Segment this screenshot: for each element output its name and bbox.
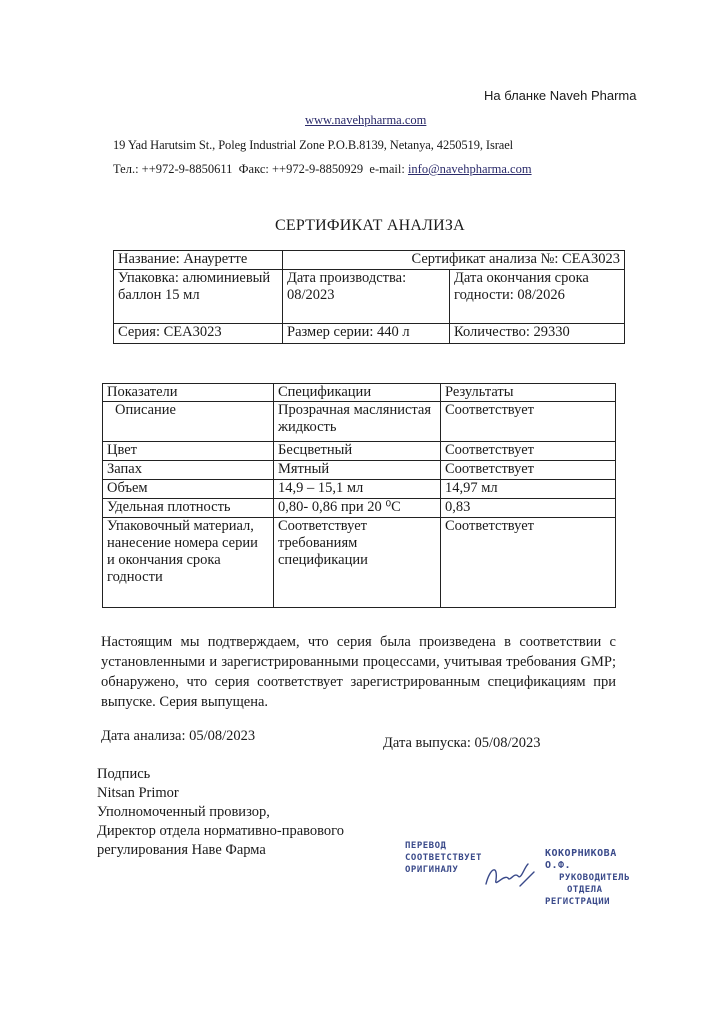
expiry-date: Дата окончания срока годности: 08/2026: [450, 270, 625, 324]
header-results: Результаты: [441, 384, 616, 402]
header-parameters: Показатели: [103, 384, 274, 402]
stamp-line: РУКОВОДИТЕЛЬ: [559, 873, 631, 883]
product-info-table: [113, 250, 625, 344]
company-address: 19 Yad Harutsim St., Poleg Industrial Zone P.O.B.8139, Netanya, 4250519, Israel: [113, 138, 514, 152]
stamp-right-text: [545, 848, 630, 908]
stamp-line: ОРИГИНАЛУ: [405, 865, 459, 875]
stamp-line: КОКОРНИКОВА О.Ф.: [545, 848, 617, 871]
website-link[interactable]: www.navehpharma.com: [305, 113, 427, 127]
phone-label: Тел.:: [113, 162, 139, 176]
row-spec: Мятный: [274, 461, 441, 480]
email-link[interactable]: info@navehpharma.com: [407, 162, 532, 176]
row-parameter: Объем: [103, 480, 274, 499]
table-row: [103, 499, 616, 518]
company-contacts: [113, 162, 532, 177]
conformity-statement: Настоящим мы подтверждаем, что серия была произведена в соответствии с установленными и зарегистрированными процессами, учитывая требования GMP; обнаружено, что серия соответствует зарегистрированным спецификациям при выпуске. Серия выпущена.: [101, 634, 616, 710]
signature-block: [97, 765, 344, 860]
document-title: СЕРТИФИКАТ АНАЛИЗА: [275, 217, 465, 234]
row-parameter: Упаковочный материал, нанесение номера серии и окончания срока годности: [103, 518, 274, 608]
row-spec: Бесцветный: [274, 442, 441, 461]
table-row: [103, 518, 616, 608]
packaging: Упаковка: алюминиевый баллон 15 мл: [114, 270, 283, 324]
row-spec: Прозрачная маслянистая жидкость: [274, 402, 441, 442]
row-result: Соответствует: [441, 442, 616, 461]
production-date: Дата производства: 08/2023: [283, 270, 450, 324]
results-table: [102, 383, 616, 608]
batch-number: Серия: CEA3023: [114, 324, 283, 344]
stamp-line: РЕГИСТРАЦИИ: [545, 897, 611, 907]
table-row: [103, 402, 616, 442]
handwritten-signature: [480, 858, 540, 894]
signatory-role: Уполномоченный провизор,: [97, 804, 270, 820]
table-row: [103, 480, 616, 499]
stamp-left-text: [405, 840, 482, 876]
row-spec: Соответствует требованиям спецификации: [274, 518, 441, 608]
phone-number: ++972-9-8850611: [141, 162, 233, 176]
row-result: Соответствует: [441, 402, 616, 442]
row-parameter: Запах: [103, 461, 274, 480]
row-parameter: Описание: [103, 402, 274, 442]
stamp-line: СООТВЕТСТВУЕТ: [405, 853, 482, 863]
row-result: 14,97 мл: [441, 480, 616, 499]
release-date: Дата выпуска: 05/08/2023: [383, 735, 541, 751]
product-name: Название: Анауретте: [114, 251, 283, 270]
table-row: [103, 442, 616, 461]
analysis-date: Дата анализа: 05/08/2023: [101, 728, 256, 744]
signatory-name: Nitsan Primor: [97, 785, 179, 801]
stamp-line: ПЕРЕВОД: [405, 841, 447, 851]
row-parameter: Цвет: [103, 442, 274, 461]
row-spec: 14,9 – 15,1 мл: [274, 480, 441, 499]
row-result: Соответствует: [441, 518, 616, 608]
certificate-number: Сертификат анализа №: CEA3023: [283, 251, 625, 270]
signatory-department-2: регулирования Наве Фарма: [97, 842, 266, 858]
email-label: e-mail:: [369, 162, 405, 176]
row-spec: 0,80- 0,86 при 20 ⁰С: [274, 499, 441, 518]
signature-label: Подпись: [97, 766, 151, 782]
row-result: 0,83: [441, 499, 616, 518]
signatory-department: Директор отдела нормативно-правового: [97, 823, 345, 839]
stamp-line: ОТДЕЛА: [567, 885, 603, 895]
batch-size: Размер серии: 440 л: [283, 324, 450, 344]
fax-label: Факс:: [238, 162, 269, 176]
row-parameter: Удельная плотность: [103, 499, 274, 518]
header-specifications: Спецификации: [274, 384, 441, 402]
fax-number: ++972-9-8850929: [271, 162, 364, 176]
quantity: Количество: 29330: [450, 324, 625, 344]
table-row: [103, 461, 616, 480]
row-result: Соответствует: [441, 461, 616, 480]
blank-note: На бланке Naveh Pharma: [484, 88, 637, 103]
